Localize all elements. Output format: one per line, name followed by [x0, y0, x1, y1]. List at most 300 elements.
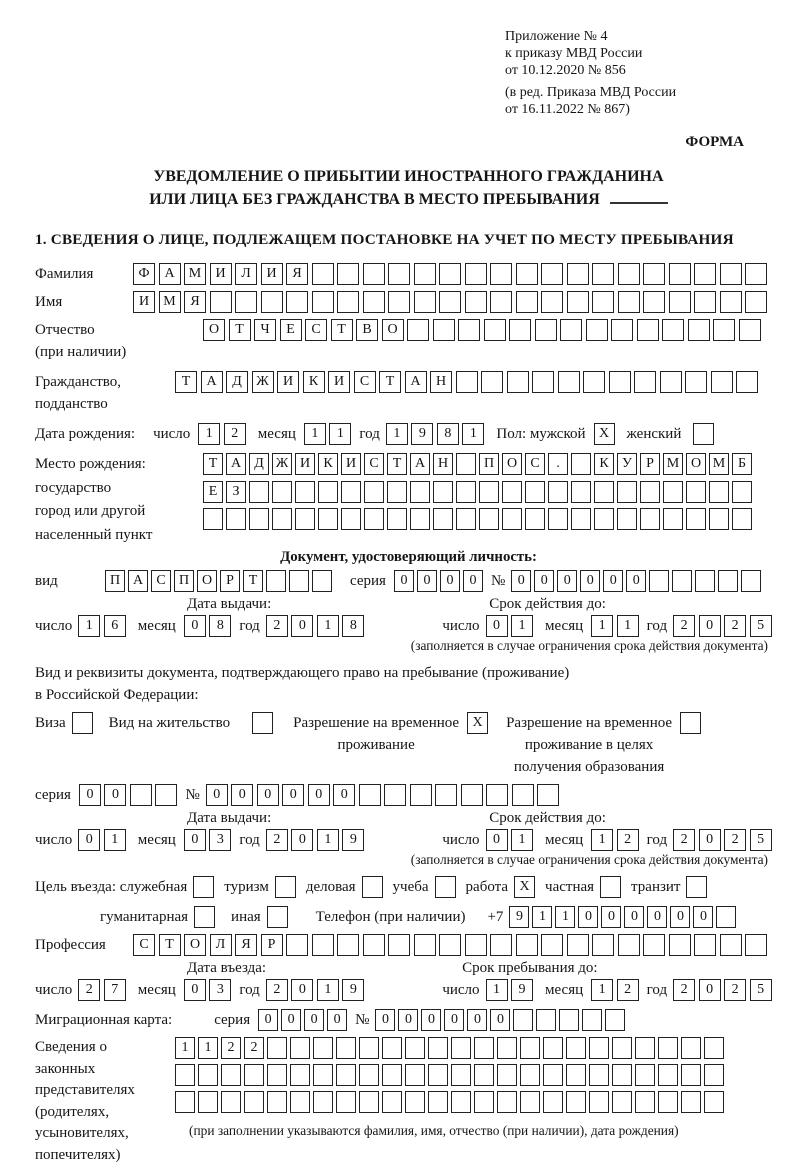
char-cell[interactable] [685, 371, 707, 393]
char-cell[interactable]: 5 [750, 615, 772, 637]
char-cell[interactable] [405, 1037, 425, 1059]
char-cell[interactable] [669, 291, 691, 313]
char-cell[interactable] [704, 1091, 724, 1113]
char-cell[interactable] [649, 570, 669, 592]
char-cell[interactable]: 0 [78, 829, 100, 851]
char-cell[interactable]: 0 [375, 1009, 395, 1031]
char-cell[interactable] [704, 1064, 724, 1086]
char-cell[interactable] [226, 508, 246, 530]
char-cell[interactable] [592, 934, 614, 956]
char-cell[interactable] [384, 784, 406, 806]
char-cell[interactable]: Т [203, 453, 223, 475]
char-cell[interactable] [643, 291, 665, 313]
char-cell[interactable] [739, 319, 761, 341]
char-cell[interactable]: Я [235, 934, 257, 956]
char-cell[interactable]: К [594, 453, 614, 475]
char-cell[interactable]: А [128, 570, 148, 592]
char-cell[interactable]: 1 [617, 615, 639, 637]
char-cell[interactable] [210, 291, 232, 313]
char-cell[interactable]: 0 [394, 570, 414, 592]
char-cell[interactable] [235, 291, 257, 313]
char-cell[interactable] [571, 481, 591, 503]
char-cell[interactable]: 1 [317, 615, 339, 637]
char-cell[interactable] [72, 712, 93, 734]
char-cell[interactable]: В [356, 319, 378, 341]
char-cell[interactable] [387, 481, 407, 503]
char-cell[interactable]: 0 [578, 906, 598, 928]
char-cell[interactable] [359, 1091, 379, 1113]
char-cell[interactable] [194, 906, 215, 928]
char-cell[interactable]: 0 [601, 906, 621, 928]
char-cell[interactable]: О [184, 934, 206, 956]
char-cell[interactable] [543, 1091, 563, 1113]
char-cell[interactable] [497, 1064, 517, 1086]
char-cell[interactable]: 1 [317, 979, 339, 1001]
char-cell[interactable]: Л [235, 263, 257, 285]
char-cell[interactable] [592, 263, 614, 285]
char-cell[interactable] [589, 1091, 609, 1113]
char-cell[interactable]: 0 [282, 784, 304, 806]
char-cell[interactable]: О [197, 570, 217, 592]
char-cell[interactable] [267, 906, 288, 928]
char-cell[interactable] [405, 1091, 425, 1113]
char-cell[interactable]: 0 [184, 979, 206, 1001]
char-cell[interactable] [428, 1064, 448, 1086]
char-cell[interactable] [532, 371, 554, 393]
char-cell[interactable] [252, 712, 273, 734]
char-cell[interactable]: О [203, 319, 225, 341]
char-cell[interactable]: Т [331, 319, 353, 341]
char-cell[interactable] [155, 784, 177, 806]
char-cell[interactable] [312, 570, 332, 592]
char-cell[interactable] [490, 934, 512, 956]
char-cell[interactable] [433, 508, 453, 530]
char-cell[interactable]: 2 [78, 979, 100, 1001]
char-cell[interactable] [433, 481, 453, 503]
char-cell[interactable] [520, 1091, 540, 1113]
char-cell[interactable] [295, 481, 315, 503]
char-cell[interactable] [435, 876, 456, 898]
char-cell[interactable]: 0 [444, 1009, 464, 1031]
char-cell[interactable] [611, 319, 633, 341]
char-cell[interactable] [618, 934, 640, 956]
char-cell[interactable] [312, 934, 334, 956]
char-cell[interactable] [681, 1037, 701, 1059]
char-cell[interactable] [592, 291, 614, 313]
char-cell[interactable] [660, 371, 682, 393]
char-cell[interactable]: Ж [252, 371, 274, 393]
char-cell[interactable] [249, 481, 269, 503]
char-cell[interactable]: . [548, 453, 568, 475]
char-cell[interactable] [741, 570, 761, 592]
char-cell[interactable] [640, 481, 660, 503]
char-cell[interactable]: 0 [104, 784, 126, 806]
char-cell[interactable] [663, 481, 683, 503]
char-cell[interactable] [617, 508, 637, 530]
char-cell[interactable]: М [663, 453, 683, 475]
char-cell[interactable] [359, 1037, 379, 1059]
char-cell[interactable] [490, 291, 512, 313]
char-cell[interactable]: 3 [209, 829, 231, 851]
char-cell[interactable]: 1 [175, 1037, 195, 1059]
char-cell[interactable] [732, 481, 752, 503]
char-cell[interactable]: И [210, 263, 232, 285]
char-cell[interactable]: 2 [224, 423, 246, 445]
char-cell[interactable]: О [502, 453, 522, 475]
char-cell[interactable] [382, 1064, 402, 1086]
char-cell[interactable] [582, 1009, 602, 1031]
char-cell[interactable]: 2 [221, 1037, 241, 1059]
char-cell[interactable]: Е [280, 319, 302, 341]
char-cell[interactable] [433, 319, 455, 341]
char-cell[interactable] [428, 1037, 448, 1059]
char-cell[interactable]: 2 [673, 979, 695, 1001]
char-cell[interactable] [312, 263, 334, 285]
char-cell[interactable] [456, 481, 476, 503]
char-cell[interactable] [516, 291, 538, 313]
char-cell[interactable]: 2 [724, 979, 746, 1001]
char-cell[interactable]: С [305, 319, 327, 341]
char-cell[interactable] [479, 481, 499, 503]
char-cell[interactable] [720, 263, 742, 285]
char-cell[interactable]: 1 [591, 829, 613, 851]
char-cell[interactable] [198, 1064, 218, 1086]
char-cell[interactable] [525, 508, 545, 530]
char-cell[interactable]: 0 [699, 615, 721, 637]
char-cell[interactable] [388, 291, 410, 313]
char-cell[interactable]: А [226, 453, 246, 475]
char-cell[interactable]: 9 [511, 979, 533, 1001]
char-cell[interactable] [541, 934, 563, 956]
char-cell[interactable] [594, 481, 614, 503]
char-cell[interactable]: 2 [724, 615, 746, 637]
char-cell[interactable] [571, 508, 591, 530]
char-cell[interactable] [694, 291, 716, 313]
char-cell[interactable]: 0 [281, 1009, 301, 1031]
char-cell[interactable]: 0 [626, 570, 646, 592]
char-cell[interactable] [439, 291, 461, 313]
char-cell[interactable]: У [617, 453, 637, 475]
char-cell[interactable]: С [354, 371, 376, 393]
char-cell[interactable]: 0 [184, 829, 206, 851]
char-cell[interactable]: 1 [198, 1037, 218, 1059]
char-cell[interactable] [718, 570, 738, 592]
char-cell[interactable]: 0 [486, 829, 508, 851]
char-cell[interactable] [382, 1091, 402, 1113]
char-cell[interactable] [382, 1037, 402, 1059]
char-cell[interactable]: 0 [231, 784, 253, 806]
char-cell[interactable] [520, 1037, 540, 1059]
char-cell[interactable] [336, 1064, 356, 1086]
char-cell[interactable] [175, 1064, 195, 1086]
char-cell[interactable] [559, 1009, 579, 1031]
char-cell[interactable] [479, 508, 499, 530]
char-cell[interactable]: 8 [209, 615, 231, 637]
char-cell[interactable]: 0 [257, 784, 279, 806]
char-cell[interactable]: Ч [254, 319, 276, 341]
char-cell[interactable] [481, 371, 503, 393]
char-cell[interactable]: 0 [511, 570, 531, 592]
char-cell[interactable]: О [382, 319, 404, 341]
char-cell[interactable] [745, 263, 767, 285]
char-cell[interactable]: Р [220, 570, 240, 592]
char-cell[interactable] [456, 508, 476, 530]
char-cell[interactable]: З [226, 481, 246, 503]
char-cell[interactable] [497, 1037, 517, 1059]
char-cell[interactable]: 0 [557, 570, 577, 592]
char-cell[interactable] [193, 876, 214, 898]
char-cell[interactable]: Ф [133, 263, 155, 285]
char-cell[interactable] [341, 481, 361, 503]
char-cell[interactable]: И [133, 291, 155, 313]
char-cell[interactable] [267, 1064, 287, 1086]
char-cell[interactable]: П [479, 453, 499, 475]
char-cell[interactable] [732, 508, 752, 530]
char-cell[interactable]: Д [249, 453, 269, 475]
char-cell[interactable]: А [410, 453, 430, 475]
char-cell[interactable] [272, 508, 292, 530]
char-cell[interactable] [490, 263, 512, 285]
char-cell[interactable] [286, 934, 308, 956]
char-cell[interactable]: 0 [463, 570, 483, 592]
char-cell[interactable] [594, 508, 614, 530]
char-cell[interactable]: С [364, 453, 384, 475]
char-cell[interactable]: 0 [291, 829, 313, 851]
char-cell[interactable] [410, 784, 432, 806]
char-cell[interactable]: Н [430, 371, 452, 393]
char-cell[interactable]: Я [286, 263, 308, 285]
char-cell[interactable] [363, 291, 385, 313]
char-cell[interactable] [507, 371, 529, 393]
char-cell[interactable]: X [594, 423, 615, 445]
char-cell[interactable] [359, 1064, 379, 1086]
char-cell[interactable]: И [341, 453, 361, 475]
char-cell[interactable] [286, 291, 308, 313]
char-cell[interactable] [456, 371, 478, 393]
char-cell[interactable] [643, 934, 665, 956]
char-cell[interactable]: 0 [206, 784, 228, 806]
char-cell[interactable] [465, 934, 487, 956]
char-cell[interactable] [583, 371, 605, 393]
char-cell[interactable] [474, 1091, 494, 1113]
char-cell[interactable] [566, 1064, 586, 1086]
char-cell[interactable]: 0 [580, 570, 600, 592]
char-cell[interactable] [312, 291, 334, 313]
char-cell[interactable]: 1 [329, 423, 351, 445]
char-cell[interactable] [711, 371, 733, 393]
char-cell[interactable] [336, 1037, 356, 1059]
char-cell[interactable] [363, 263, 385, 285]
char-cell[interactable]: Ж [272, 453, 292, 475]
char-cell[interactable] [686, 508, 706, 530]
char-cell[interactable] [567, 263, 589, 285]
char-cell[interactable]: 0 [699, 979, 721, 1001]
char-cell[interactable]: Т [379, 371, 401, 393]
char-cell[interactable]: 0 [291, 615, 313, 637]
char-cell[interactable] [318, 508, 338, 530]
char-cell[interactable] [543, 1064, 563, 1086]
char-cell[interactable] [525, 481, 545, 503]
char-cell[interactable] [244, 1064, 264, 1086]
char-cell[interactable]: Я [184, 291, 206, 313]
char-cell[interactable] [458, 319, 480, 341]
char-cell[interactable] [407, 319, 429, 341]
char-cell[interactable] [566, 1037, 586, 1059]
char-cell[interactable] [337, 934, 359, 956]
char-cell[interactable]: М [184, 263, 206, 285]
char-cell[interactable]: 1 [511, 615, 533, 637]
char-cell[interactable]: И [295, 453, 315, 475]
char-cell[interactable] [261, 291, 283, 313]
char-cell[interactable] [410, 481, 430, 503]
char-cell[interactable] [713, 319, 735, 341]
char-cell[interactable] [513, 1009, 533, 1031]
char-cell[interactable] [198, 1091, 218, 1113]
char-cell[interactable] [465, 263, 487, 285]
char-cell[interactable]: 2 [617, 829, 639, 851]
char-cell[interactable]: 0 [333, 784, 355, 806]
char-cell[interactable] [745, 291, 767, 313]
char-cell[interactable] [720, 291, 742, 313]
char-cell[interactable]: 0 [417, 570, 437, 592]
char-cell[interactable] [512, 784, 534, 806]
char-cell[interactable]: 1 [486, 979, 508, 1001]
char-cell[interactable]: М [159, 291, 181, 313]
char-cell[interactable] [548, 481, 568, 503]
char-cell[interactable]: 0 [327, 1009, 347, 1031]
char-cell[interactable] [571, 453, 591, 475]
char-cell[interactable] [266, 570, 286, 592]
char-cell[interactable]: Д [226, 371, 248, 393]
char-cell[interactable] [359, 784, 381, 806]
char-cell[interactable]: 0 [440, 570, 460, 592]
char-cell[interactable] [272, 481, 292, 503]
char-cell[interactable]: 0 [258, 1009, 278, 1031]
char-cell[interactable] [516, 263, 538, 285]
char-cell[interactable]: 1 [511, 829, 533, 851]
char-cell[interactable] [617, 481, 637, 503]
char-cell[interactable] [643, 263, 665, 285]
char-cell[interactable] [693, 423, 714, 445]
char-cell[interactable] [502, 481, 522, 503]
char-cell[interactable]: А [405, 371, 427, 393]
char-cell[interactable] [669, 934, 691, 956]
char-cell[interactable]: 0 [304, 1009, 324, 1031]
char-cell[interactable]: 1 [386, 423, 408, 445]
char-cell[interactable]: Т [243, 570, 263, 592]
char-cell[interactable] [451, 1037, 471, 1059]
char-cell[interactable]: 8 [342, 615, 364, 637]
char-cell[interactable]: 0 [693, 906, 713, 928]
char-cell[interactable]: К [303, 371, 325, 393]
char-cell[interactable] [313, 1091, 333, 1113]
char-cell[interactable]: 0 [421, 1009, 441, 1031]
char-cell[interactable]: 0 [308, 784, 330, 806]
char-cell[interactable] [635, 1064, 655, 1086]
char-cell[interactable]: 5 [750, 829, 772, 851]
char-cell[interactable] [709, 508, 729, 530]
char-cell[interactable] [704, 1037, 724, 1059]
char-cell[interactable]: П [174, 570, 194, 592]
char-cell[interactable] [612, 1037, 632, 1059]
char-cell[interactable]: Р [261, 934, 283, 956]
char-cell[interactable] [663, 508, 683, 530]
char-cell[interactable]: А [159, 263, 181, 285]
char-cell[interactable] [537, 784, 559, 806]
char-cell[interactable]: X [514, 876, 535, 898]
char-cell[interactable] [289, 570, 309, 592]
char-cell[interactable] [414, 934, 436, 956]
char-cell[interactable]: 6 [104, 615, 126, 637]
char-cell[interactable] [275, 876, 296, 898]
char-cell[interactable] [363, 934, 385, 956]
char-cell[interactable]: 0 [534, 570, 554, 592]
char-cell[interactable] [341, 508, 361, 530]
char-cell[interactable] [688, 319, 710, 341]
char-cell[interactable] [267, 1037, 287, 1059]
char-cell[interactable]: И [328, 371, 350, 393]
char-cell[interactable]: К [318, 453, 338, 475]
char-cell[interactable]: 3 [209, 979, 231, 1001]
char-cell[interactable] [364, 508, 384, 530]
char-cell[interactable]: Т [229, 319, 251, 341]
char-cell[interactable]: 1 [591, 979, 613, 1001]
char-cell[interactable]: 8 [437, 423, 459, 445]
char-cell[interactable] [586, 319, 608, 341]
char-cell[interactable]: 0 [699, 829, 721, 851]
char-cell[interactable] [451, 1091, 471, 1113]
char-cell[interactable]: 0 [624, 906, 644, 928]
char-cell[interactable] [405, 1064, 425, 1086]
char-cell[interactable]: 1 [532, 906, 552, 928]
char-cell[interactable]: 2 [673, 829, 695, 851]
char-cell[interactable]: 0 [79, 784, 101, 806]
char-cell[interactable]: 1 [555, 906, 575, 928]
char-cell[interactable]: С [525, 453, 545, 475]
char-cell[interactable]: 2 [266, 829, 288, 851]
char-cell[interactable] [716, 906, 736, 928]
char-cell[interactable] [680, 712, 701, 734]
char-cell[interactable] [451, 1064, 471, 1086]
char-cell[interactable]: И [261, 263, 283, 285]
char-cell[interactable] [267, 1091, 287, 1113]
char-cell[interactable] [221, 1091, 241, 1113]
char-cell[interactable] [634, 371, 656, 393]
char-cell[interactable] [694, 934, 716, 956]
char-cell[interactable] [439, 263, 461, 285]
char-cell[interactable]: 0 [467, 1009, 487, 1031]
char-cell[interactable]: 1 [462, 423, 484, 445]
char-cell[interactable]: П [105, 570, 125, 592]
char-cell[interactable]: 7 [104, 979, 126, 1001]
char-cell[interactable]: Т [387, 453, 407, 475]
char-cell[interactable] [290, 1091, 310, 1113]
char-cell[interactable]: 1 [78, 615, 100, 637]
char-cell[interactable]: Т [175, 371, 197, 393]
char-cell[interactable]: 1 [591, 615, 613, 637]
char-cell[interactable] [686, 481, 706, 503]
char-cell[interactable]: С [151, 570, 171, 592]
char-cell[interactable] [313, 1037, 333, 1059]
char-cell[interactable] [290, 1037, 310, 1059]
char-cell[interactable]: 2 [673, 615, 695, 637]
char-cell[interactable] [658, 1064, 678, 1086]
char-cell[interactable] [600, 876, 621, 898]
char-cell[interactable]: Н [433, 453, 453, 475]
char-cell[interactable]: 0 [490, 1009, 510, 1031]
char-cell[interactable] [387, 508, 407, 530]
char-cell[interactable]: 9 [342, 829, 364, 851]
